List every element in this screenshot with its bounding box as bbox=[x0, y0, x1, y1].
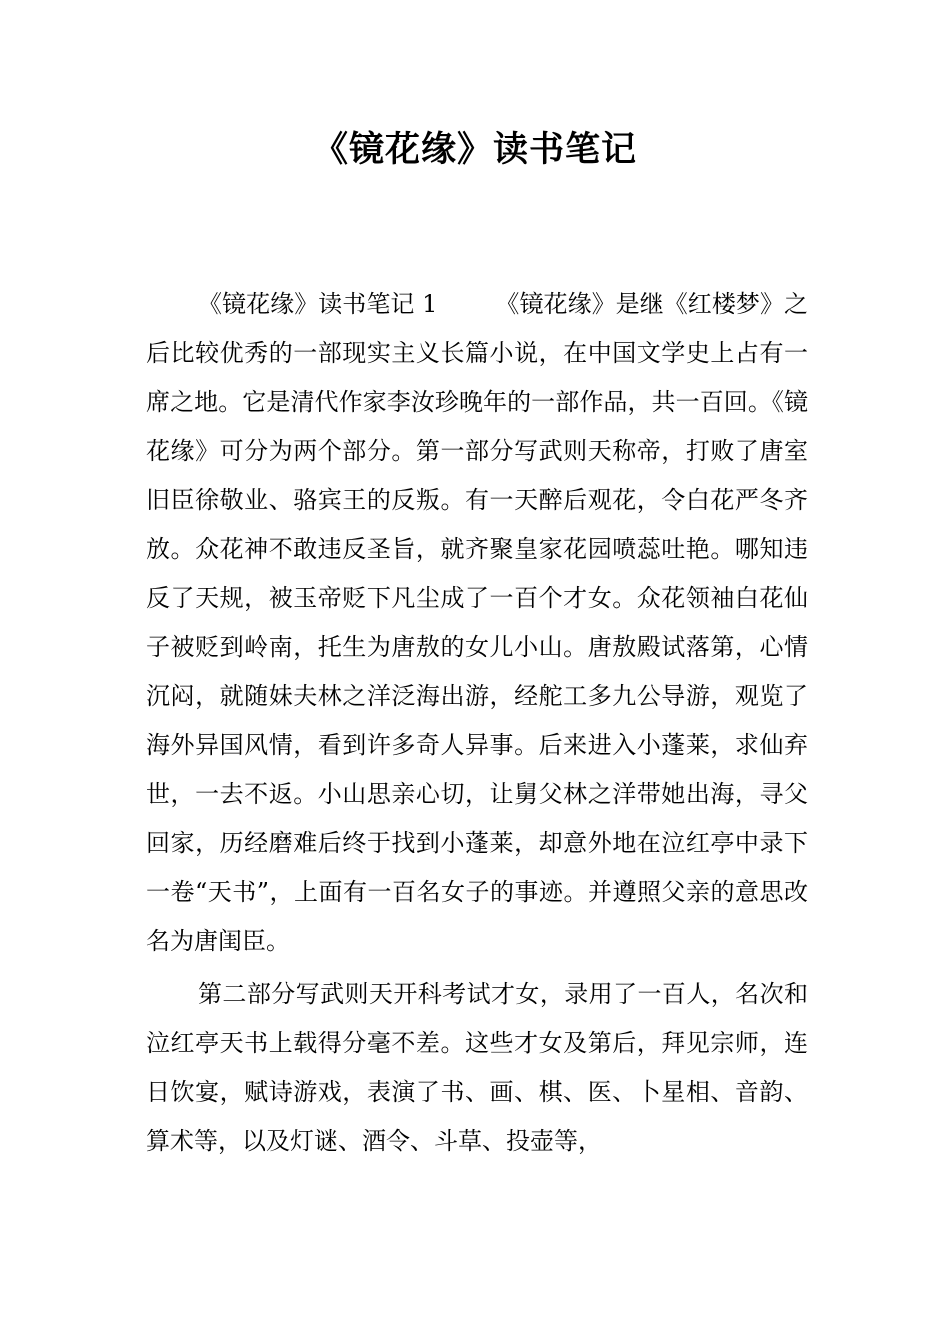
paragraph-1-text: 《镜花缘》是继《红楼梦》之后比较优秀的一部现实主义长篇小说，在中国文学史上占有一席之地。它是清代作家李汝珍晚年的一部作品，共一百回。《镜花缘》可分为两个部分。第一部分写武则天称帝，打败了唐室旧臣徐敬业、骆宾王的反叛。有一天醉后观花，令白花严冬齐放。众花神不敢违反圣旨，就齐聚皇家花园喷蕊吐艳。哪知违反了天规，被玉帝贬下凡尘成了一百个才女。众花领袖白花仙子被贬到岭南，托生为唐敖的女儿小山。唐敖殿试落第，心情沉闷，就随妹夫林之洋泛海出游，经舵工多九公导游，观览了海外异国风情，看到许多奇人异事。后来进入小蓬莱，求仙弃世，一去不返。小山思亲心切，让舅父林之洋带她出海，寻父回家，历经磨难后终于找到小蓬莱，却意外地在泣红亭中录下一卷“天书”，上面有一百名女子的事迹。并遵照父亲的意思改名为唐闺臣。 bbox=[146, 290, 808, 955]
paragraph-2-text: 第二部分写武则天开科考试才女，录用了一百人，名次和泣红亭天书上载得分毫不差。这些才女及第后，拜见宗师，连日饮宴，赋诗游戏，表演了书、画、棋、医、卜星相、音韵、算术等，以及灯谜、酒令、斗草、投壶等， bbox=[146, 980, 808, 1155]
paragraph-2 bbox=[146, 970, 808, 1166]
document-title: 《镜花缘》读书笔记 bbox=[312, 130, 637, 170]
section-heading: 《镜花缘》读书笔记 1 bbox=[198, 290, 438, 318]
document-body bbox=[146, 280, 808, 1170]
paragraph-1 bbox=[146, 280, 808, 966]
